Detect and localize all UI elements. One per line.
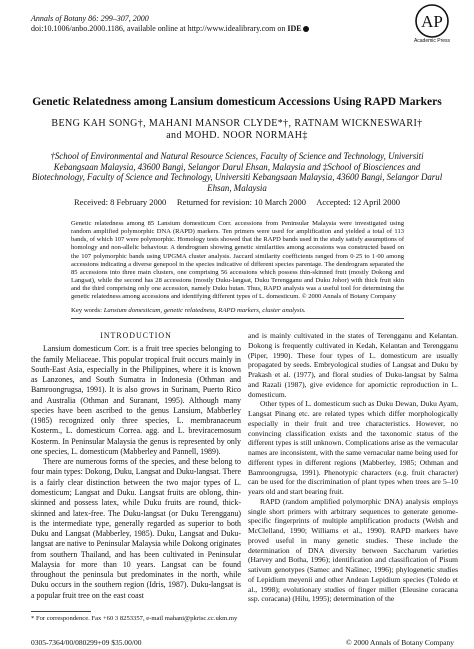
- right-column: [248, 331, 458, 604]
- keywords: [71, 307, 404, 315]
- left-column: [31, 331, 241, 601]
- received-dates: Received: 8 February 2000 Returned for revision: 10 March 2000 Accepted: 12 April 2000: [74, 197, 400, 207]
- intro-paragraph-4: Other types of L. domesticum such as Duku Dewan, Duku Ayam, Langsat Pinang etc. are related types which differ morphologically especially in their fruit and tree characteristics. However, no convincing classification exists and the taxonomic status of the different types is still unknown. Complications arise as the vernacular names are inconsistent, with the same vernacular name being used for different types in different regions (Mabberley, 1985; Othman and Bamroongrugsa, 1991). Phenotypic characters (e.g. fruit character) can be used for the discrimination of plant types when trees are 5–10 years old and start bearing fruit.: [248, 399, 458, 496]
- doi-line[interactable]: doi:10.1006/anbo.2000.1186, available online at http://www.idealibrary.com on IDE: [31, 24, 361, 34]
- ideal-logo[interactable]: IDE: [287, 24, 308, 33]
- intro-paragraph-3: and is mainly cultivated in the states of Terengganu and Kelantan. Dokong is frequently cultivated in Kedah, Kelantan and Terengganu (Piper, 1990). These four types of L. domesticum are usually propagated by seeds. Embryological studies of Langsat and Duku by Prakash et al. (1977), and floral studies of Duku-langsat by Salma and Razali (1987), give evidence for apomictic reproduction in L. domesticum.: [248, 331, 458, 399]
- publisher-name: Academic Press: [413, 38, 451, 44]
- journal-citation: Annals of Botany 86: 299–307, 2000: [31, 14, 149, 23]
- correspondence-footnote: * For correspondence. Fax +60 3 8253357, e-mail mahani@pkrisc.cc.ukm.my: [31, 615, 238, 622]
- keywords-label: Key words:: [71, 307, 103, 314]
- author-line-2: and MOHD. NOOR NORMAH‡: [166, 130, 308, 141]
- intro-paragraph-2: There are numerous forms of the species, and these belong to four main types: Dokong, Duku, Langsat and Duku-langsat. There is a fairly clear distinction between the two major types of L. domesticum; Langsat and Duku. Langsat fruits are oblong, thin-skinned and possess latex, while Duku fruits are round, thick-skinned and latex-free. The Duku-langsat (or Duku Terengganu) is the intermediate type, generally regarded as superior to both Duku and Langsat (Mabberley, 1985). Duku, Langsat and Duku-langsat are native to Peninsular Malaysia while Dokong originates from southern Thailand, and has been cultivated in Peninsular Malaysia for more than 10 years. Langsat can be found throughout the peninsula but predominates in the north, while Duku occurs in the southern region (Idris, 1987). Duku-langsat is a popular fruit tree on the east coast: [31, 457, 241, 600]
- abstract: Genetic relatedness among 85 Lansium domesticum Corr. accessions from Peninsular Malaysia were investigated using random amplified polymorphic DNA (RAPD) markers. Ten primers were used for amplification and yielded a total of 113 bands, of which 107 were polymorphic. Homology tests showed that the RAPD bands used in the study satisfy assumptions of homology and non-allelic behaviour. A dendrogram showing genetic similarities among accessions was constructed based on the 107 polymorphic bands using UPGMA cluster analysis. Jaccard similarity coefficients ranged from 0·25 to 1·00 among accessions indicating a diverse genepool in the species indicative of different species parentage. The dendrogram separated the 85 accessions into three main clusters, one comprising 56 accessions which possess thin-skinned fruit (mostly Dokong and Langsat), while the second has 28 accessions (mostly Duku-langsat, Duku Terengganu and Duku Johor) with thick fruit skin and the third comprising only one accession, namely Duku hutan. Thus, RAPD analysis was a useful tool for determining the genetic relatedness among accessions and identifying different types of L. domesticum. © 2000 Annals of Botany Company: [71, 220, 404, 301]
- article-code: 0305-7364/00/080299+09 $35.00/00: [31, 638, 142, 647]
- copyright-notice: © 2000 Annals of Botany Company: [346, 638, 454, 647]
- section-heading: INTRODUCTION: [100, 331, 172, 340]
- author-line-1: BENG KAH SONG†, MAHANI MANSOR CLYDE*†, RATNAM WICKNESWARI†: [51, 118, 423, 129]
- academic-press-logo-icon: [415, 4, 449, 38]
- article-title-text: Genetic Relatedness among Lansium domesticum Accessions Using RAPD Markers: [32, 96, 442, 108]
- svg-text:AP: AP: [421, 12, 443, 31]
- footnote-divider: [31, 611, 91, 612]
- affiliations: †School of Environmental and Natural Resource Sciences, Faculty of Science and Technology, Universiti Kebangsaan Malaysia, 43600 Bangi, Selangor Darul Ehsan, Malaysia and ‡School of Biosciences and Biotechnology, Faculty of Science and Technology, Universiti Kebangsaan Malaysia, 43600 Bangi, Selangor Darul Ehsan, Malaysia: [31, 151, 443, 194]
- keywords-text: Lansium domesticum, genetic relatedness, RAPD markers, cluster analysis.: [103, 307, 306, 314]
- author-list: [20, 118, 454, 142]
- intro-paragraph-1: Lansium domesticum Corr. is a fruit tree species belonging to the family Meliaceae. This popular tropical fruit occurs mainly in South-East Asia, especially in the Philippines, where it is known as Lanzones, and South Sumatra in Indonesia (Othman and Bamroongrugsa, 1991). It is also grows in Surinam, Puerto Rico and Australia (Othman and Suranant, 1995). Although many species have been ascribed to the genus Lansium, Mabberley (1985) recognized only three species, L. membranaceum Kosterm., L. domesticum Correa. agg. and L. breviracemosum Kosterm. In Peninsular Malaysia the genus is represented by only one species, L. domesticum (Mabberley and Pannell, 1989).: [31, 344, 241, 456]
- article-title: [20, 96, 454, 108]
- intro-paragraph-5: RAPD (random amplified polymorphic DNA) analysis employs single short primers with arbitrary sequences to generate genome-specific fingerprints of multiple amplification products (Welsh and McClelland, 1990; Williams et al., 1990). RAPD markers have proved useful in many genetic studies. These include the determination of DNA diversity between Saccharum varieties (Harvey and Botha, 1996); identification and classification of Pisum sativum genotypes (Samec and Našinec, 1996); phylogenetic studies of Lepidium meyenii and other Andean Lepidium species (Toledo et al., 1998); evolutionary studies of finger millet (Eleusine coracana ssp. coracana) (Hilu, 1995); determination of the: [248, 496, 458, 604]
- keywords-divider: [71, 318, 404, 319]
